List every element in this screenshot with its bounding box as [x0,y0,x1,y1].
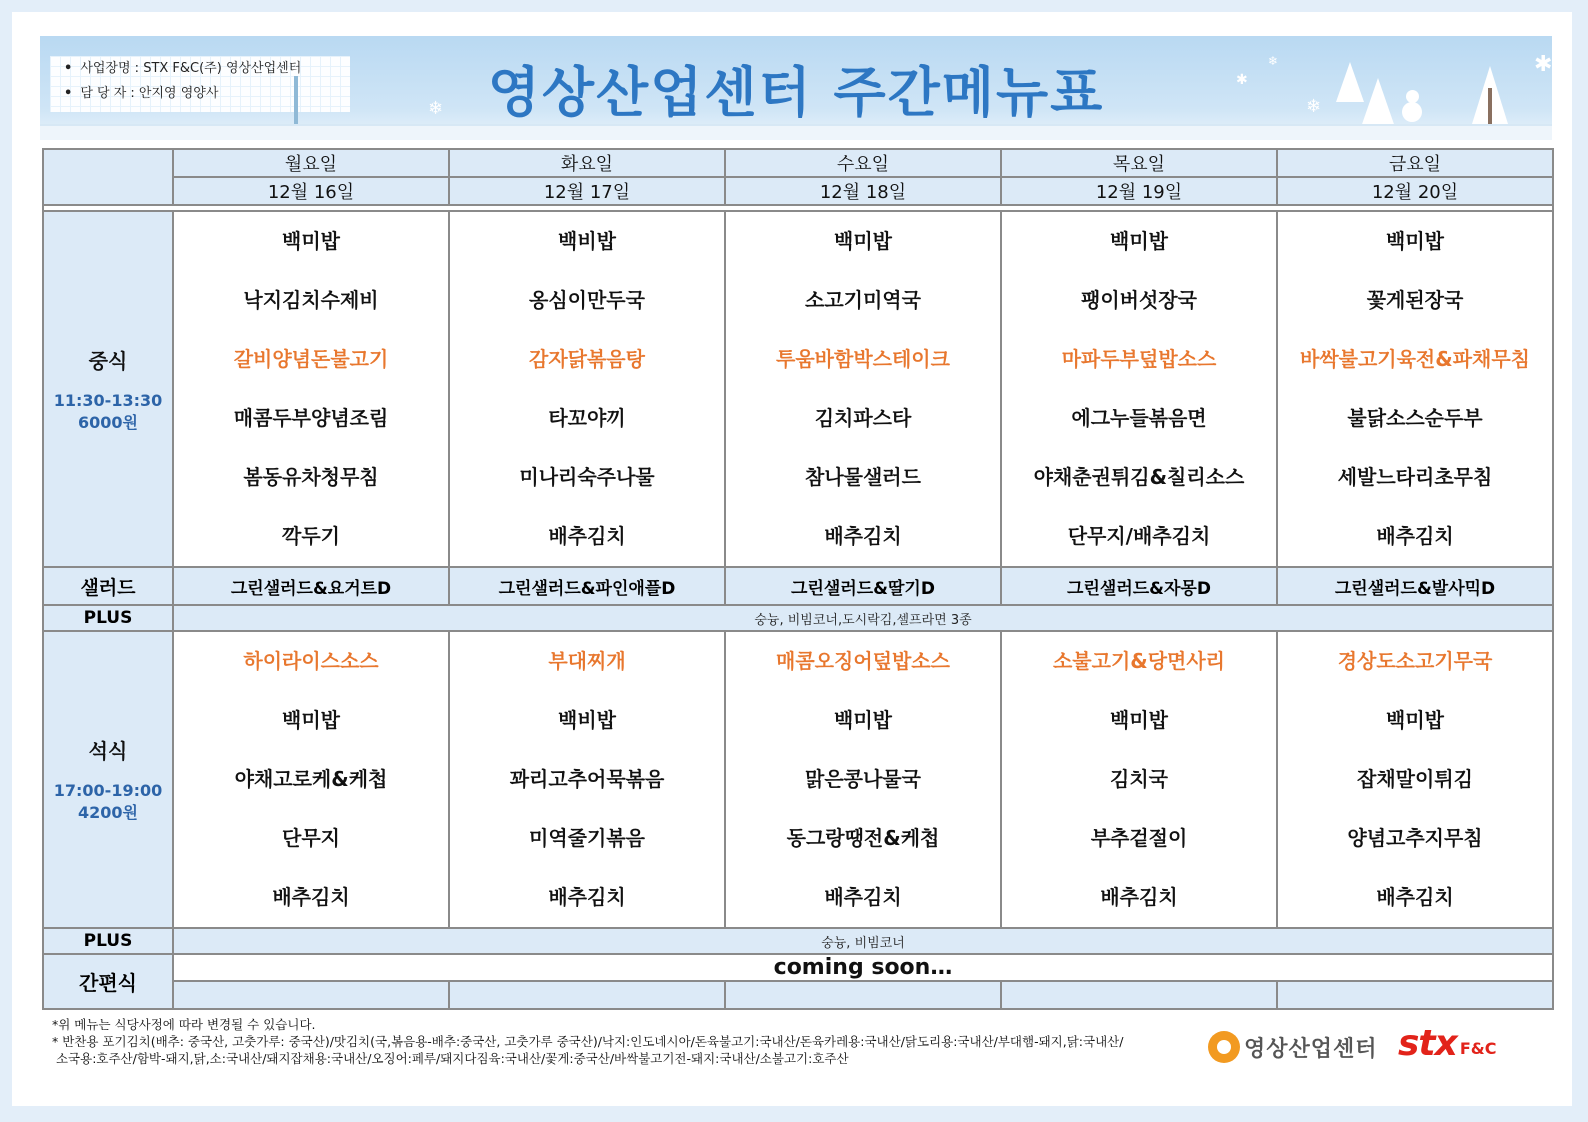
lunch-time: 11:30-13:30 [53,390,163,410]
dish-item: 타꼬야끼 [548,406,626,430]
date-row [43,177,1553,205]
dish-item: 단무지/배추김치 [1067,524,1211,548]
dish-item: 백미밥 [1386,708,1444,732]
dish-item: 배추김치 [824,524,902,548]
day-date: 12월 16일 [173,177,449,205]
title-banner [40,36,1552,140]
dish-item: 꽈리고추어묵볶음 [509,767,665,791]
dish-item: 배추김치 [1376,524,1454,548]
plus-text: 숭늉, 비빔코너,도시락김,셀프라면 3종 [173,605,1553,631]
dish-item: 백미밥 [1386,229,1444,253]
dish-item: 야채춘권튀김&칠리소스 [1033,465,1245,489]
manager-name: 담 당 자 : 안지영 영양사 [80,86,219,101]
dish-item: 꽃게된장국 [1366,288,1464,312]
lunch-day-cell [725,211,1001,567]
dish-item: 동그랑땡전&케첩 [786,826,940,850]
dish-item: 백미밥 [834,229,892,253]
center-logo-icon [1208,1031,1240,1063]
dish-item: 잡채말이튀김 [1357,767,1473,791]
lunch-day-cell [173,211,449,567]
stx-logo-text: stx [1398,1023,1457,1064]
menu-table [42,148,1554,1010]
snowman-head [1406,90,1419,103]
dish-item: 백미밥 [834,708,892,732]
dish-item: 바싹불고기육전&파채무침 [1300,347,1530,371]
dish-item: 투움바함박스테이크 [776,347,950,371]
dish-item: 김치파스타 [814,406,912,430]
day-date: 12월 17일 [449,177,725,205]
dish-item: 배추김치 [272,885,350,909]
empty-cell [725,981,1001,1009]
day-name: 수요일 [725,149,1001,177]
dish-item: 부추겉절이 [1090,826,1188,850]
dinner-label: 석식 [88,739,128,763]
dish-item: 백비밥 [558,708,616,732]
dish-item: 봄동유차청무침 [243,465,379,489]
dish-item: 매콤오징어덮밥소스 [776,649,950,673]
salad-row [43,567,1553,605]
dish-item: 소고기미역국 [805,288,921,312]
day-date: 12월 20일 [1277,177,1553,205]
lunch-row [43,211,1553,567]
plus-text: 숭늉, 비빔코너 [173,928,1553,954]
center-logo [1208,1027,1378,1067]
footnote-line: * 반찬용 포기김치(배추: 중국산, 고춧가루: 중국산)/맛김치(국,볶음용-배추:중국산, 고춧가루 중국산)/낙지:인도네시아/돈육불고기:국내산/돈육카레용:국내산/닭도리용:국내산/부대햄-돼지,닭:국내산/ [52,1034,1124,1049]
dinner-label-cell [43,631,173,928]
day-name: 금요일 [1277,149,1553,177]
day-name: 월요일 [173,149,449,177]
plus-lunch-row [43,605,1553,631]
day-row [43,149,1553,177]
dish-item: 백미밥 [1110,708,1168,732]
info-line: • 사업장명 : STX F&C(주) 영상산업센터 [64,61,302,76]
dish-item: 백미밥 [282,708,340,732]
lunch-day-cell [1001,211,1277,567]
empty-cell [173,981,449,1009]
dish-item: 배추김치 [1376,885,1454,909]
dish-item: 야채고로케&케첩 [234,767,388,791]
stx-logo [1398,1024,1496,1064]
footnotes [52,1016,1212,1067]
dish-item: 불닭소스순두부 [1347,406,1483,430]
dinner-day-cell [173,631,449,928]
dish-item: 부대찌개 [548,649,626,673]
day-name: 화요일 [449,149,725,177]
snack-empty-row [43,981,1553,1009]
dish-item: 소불고기&당면사리 [1052,649,1225,673]
dish-item: 마파두부덮밥소스 [1061,347,1217,371]
dish-item: 깍두기 [282,524,340,548]
dish-item: 백비밥 [558,229,616,253]
plus-label: PLUS [43,928,173,954]
snowflake-icon: ❄ [1306,96,1322,117]
empty-cell [1277,981,1553,1009]
dish-item: 단무지 [282,826,340,850]
business-name: 사업장명 : STX F&C(주) 영상산업센터 [80,61,302,76]
center-logo-name: 영상산업센터 [1244,1036,1378,1062]
salad-item: 그린샐러드&딸기D [725,567,1001,605]
menu-sheet [12,12,1572,1106]
empty-cell [1001,981,1277,1009]
snowflake-icon: ✱ [1236,72,1248,88]
snowflake-icon: ❄ [428,98,444,119]
dish-item: 에그누들볶음면 [1071,406,1207,430]
snowflake-icon: ✱ [1534,52,1552,77]
plus-dinner-row [43,928,1553,954]
dinner-day-cell [725,631,1001,928]
snack-text: coming soon… [173,954,1553,981]
dish-item: 배추김치 [824,885,902,909]
salad-item: 그린샐러드&자몽D [1001,567,1277,605]
dish-item: 양념고추지무침 [1347,826,1483,850]
dish-item: 배추김치 [1100,885,1178,909]
lunch-label: 중식 [88,348,128,373]
dish-item: 맑은콩나물국 [805,767,921,791]
footnote-line: *위 메뉴는 식당사정에 따라 변경될 수 있습니다. [52,1017,316,1032]
dinner-day-cell [1001,631,1277,928]
salad-item: 그린샐러드&파인애플D [449,567,725,605]
dish-item: 백미밥 [282,229,340,253]
dish-item: 경상도소고기무국 [1337,649,1493,673]
dish-item: 팽이버섯장국 [1081,288,1197,312]
dish-item: 하이라이스소스 [243,649,379,673]
snack-label: 간편식 [43,954,173,1009]
corner-cell [43,149,173,205]
snack-row [43,954,1553,981]
dish-item: 감자닭볶음탕 [529,347,645,371]
dinner-row [43,631,1553,928]
day-name: 목요일 [1001,149,1277,177]
salad-label: 샐러드 [43,567,173,605]
dinner-day-cell [449,631,725,928]
lunch-day-cell [1277,211,1553,567]
dish-item: 미나리숙주나물 [519,465,655,489]
banner-ground [40,124,1552,140]
dish-item: 낙지김치수제비 [243,288,379,312]
dish-item: 옹심이만두국 [529,288,645,312]
dish-item: 백미밥 [1110,229,1168,253]
dish-item: 세발느타리초무침 [1337,465,1493,489]
dish-item: 미역줄기볶음 [529,826,645,850]
dish-item: 매콤두부양념조림 [233,406,389,430]
plus-label: PLUS [43,605,173,631]
dish-item: 배추김치 [548,524,626,548]
page-title: 영상산업센터 주간메뉴표 [487,61,1105,124]
info-line: • 담 당 자 : 안지영 영양사 [64,86,219,101]
lunch-price: 6000원 [78,412,138,432]
dinner-price: 4200원 [78,803,138,822]
salad-item: 그린샐러드&발사믹D [1277,567,1553,605]
salad-item: 그린샐러드&요거트D [173,567,449,605]
lunch-label-cell [43,211,173,567]
dish-item: 김치국 [1110,767,1168,791]
dinner-day-cell [1277,631,1553,928]
day-date: 12월 19일 [1001,177,1277,205]
snowflake-icon: ❄ [1268,54,1279,68]
day-date: 12월 18일 [725,177,1001,205]
snowman-icon [1402,102,1422,122]
dish-item: 배추김치 [548,885,626,909]
dish-item: 갈비양념돈불고기 [233,347,389,371]
dish-item: 참나물샐러드 [805,465,921,489]
lunch-day-cell [449,211,725,567]
dinner-time: 17:00-19:00 [53,781,163,800]
footnote-line: 소국용:호주산/함박-돼지,닭,소:국내산/돼지잡채용:국내산/오징어:페루/돼지다짐육:국내산/꽃게:중국산/바싹불고기전-돼지:국내산/소불고기:호주산 [52,1051,849,1066]
tree-icon [1336,62,1364,102]
tree-icon [1360,78,1396,130]
empty-cell [449,981,725,1009]
stx-logo-suffix: F&C [1459,1039,1497,1058]
